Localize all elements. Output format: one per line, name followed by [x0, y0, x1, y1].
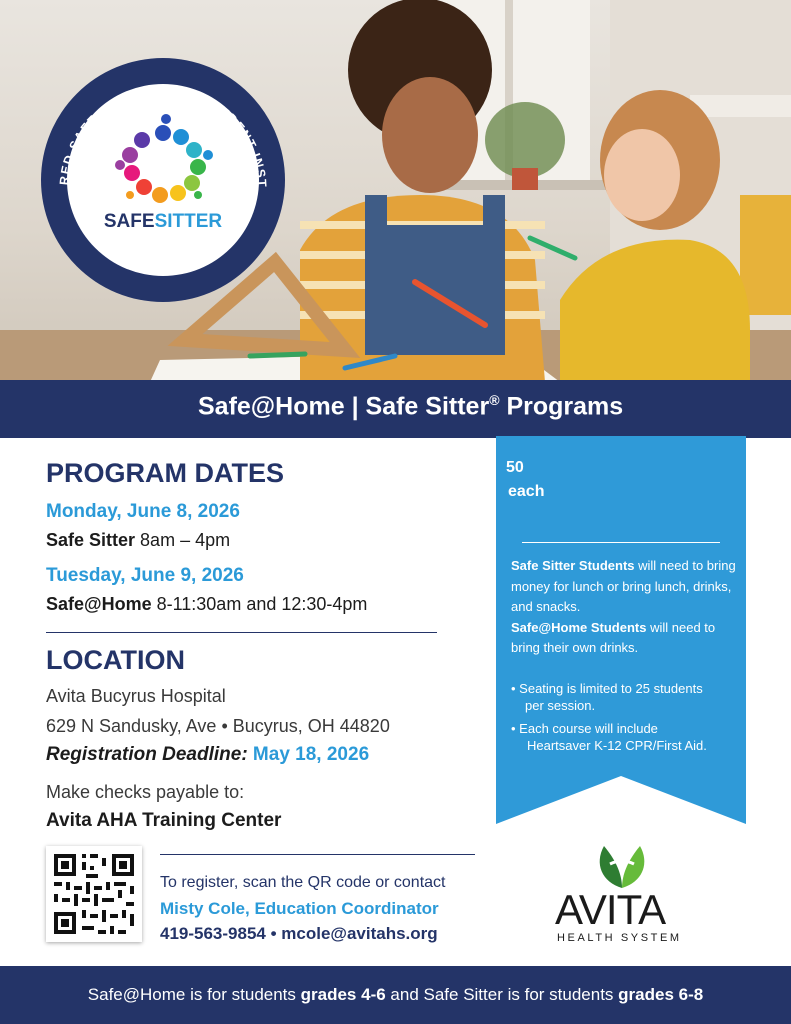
- avita-logo-sub: HEALTH SYSTEM: [557, 932, 682, 944]
- avita-leaf-icon: [592, 842, 652, 890]
- register-instruction: To register, scan the QR code or contact: [160, 874, 446, 891]
- note-safe-sitter-label: Safe Sitter Students: [511, 558, 635, 573]
- note-safe-home-label: Safe@Home Students: [511, 619, 647, 635]
- payable-label: Make checks payable to:: [46, 782, 245, 802]
- section-divider: [46, 632, 437, 633]
- session-date: Monday, June 8, 2026: [46, 501, 240, 522]
- price-tag: [506, 456, 544, 504]
- contact-divider: [160, 854, 475, 855]
- ribbon-bullets: [511, 680, 739, 760]
- location-heading: LOCATION: [46, 645, 185, 675]
- bullet-seating: • Seating is limited to 25 students per session.: [511, 681, 703, 713]
- price-unit: each: [508, 483, 545, 500]
- program-dates-heading: PROGRAM DATES: [46, 458, 285, 488]
- yellow-chair: [740, 195, 791, 315]
- price-amount: 50: [506, 459, 524, 476]
- badge-brand: SAFESITTER: [103, 211, 223, 232]
- footer-note: Safe@Home is for students grades 4-6 and Safe Sitter is for students grades 6-8: [87, 985, 704, 1004]
- contact-name: Misty Cole, Education Coordinator: [160, 899, 439, 918]
- student-notes: Safe Sitter Students will need to bring money for lunch or bring lunch, drinks, and snacks. Safe@Home Students will need to bring their own drinks.: [511, 558, 736, 655]
- badge-ring-text: RED SAFE SITTER® INDEPENDENT INST: [57, 83, 270, 189]
- contact-details[interactable]: 419-563-9854 • mcole@avitahs.org: [160, 924, 438, 943]
- qr-code-icon: [46, 846, 142, 942]
- badge-url: safesitter.org: [125, 254, 201, 276]
- ribbon-divider: [522, 542, 720, 543]
- bullet-cpr: • Each course will include Heartsaver K-12 CPR/First Aid.: [511, 721, 707, 753]
- location-address: 629 N Sandusky, Ave • Bucyrus, OH 44820: [46, 716, 390, 736]
- session-detail: Safe Sitter 8am – 4pm: [46, 530, 231, 550]
- payee-name: Avita AHA Training Center: [46, 810, 282, 831]
- session-detail: Safe@Home 8-11:30am and 12:30-4pm: [46, 594, 368, 614]
- session-date: Tuesday, June 9, 2026: [46, 565, 244, 586]
- safe-sitter-badge: [38, 55, 288, 305]
- location-place: Avita Bucyrus Hospital: [46, 686, 226, 706]
- registration-deadline: Registration Deadline: May 18, 2026: [46, 744, 370, 765]
- avita-logo-word: AVITA: [555, 886, 666, 933]
- plant: [485, 102, 565, 178]
- qr-code[interactable]: [46, 846, 142, 942]
- page-title: Safe@Home | Safe Sitter® Programs: [198, 392, 624, 421]
